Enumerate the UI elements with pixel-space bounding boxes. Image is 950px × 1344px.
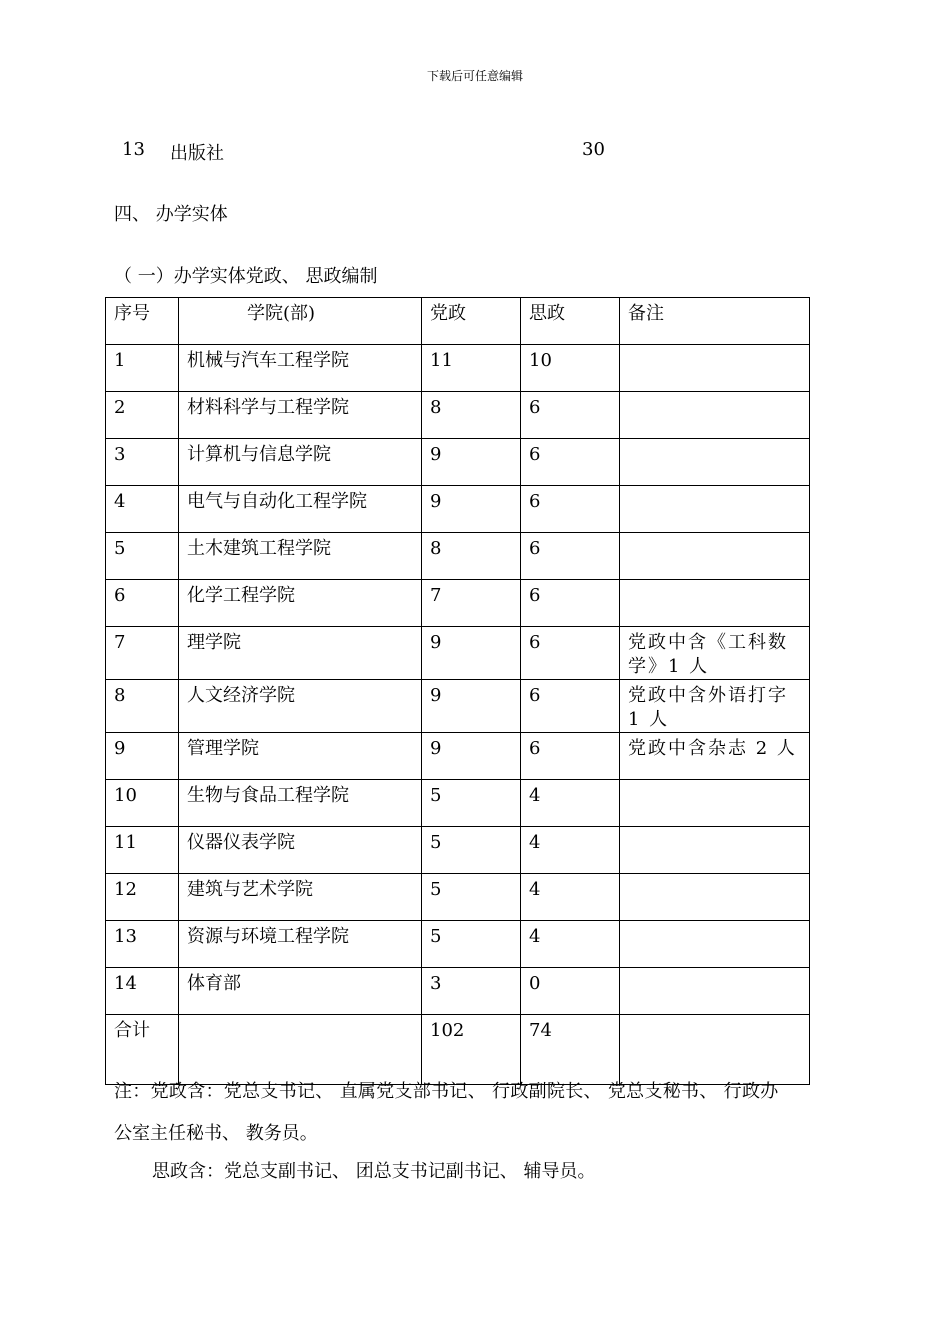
header-ideology: 思政 [521,298,620,345]
table-row [106,874,810,921]
cell-party: 8 [422,533,521,580]
cell-college: 材料科学与工程学院 [179,392,422,439]
cell-party: 8 [422,392,521,439]
table-row [106,392,810,439]
cell-number: 3 [106,439,179,486]
cell-number: 6 [106,580,179,627]
cell-number: 2 [106,392,179,439]
cell-remark [620,392,810,439]
cell-remark [620,827,810,874]
cell-ideology: 6 [521,486,620,533]
cell-college: 计算机与信息学院 [179,439,422,486]
cell-remark [620,874,810,921]
table-row [106,921,810,968]
cell-college: 电气与自动化工程学院 [179,486,422,533]
header-no: 序号 [106,298,179,345]
note-line-2: 公室主任秘书、 教务员。 [114,1123,318,1144]
cell-college: 理学院 [179,627,422,680]
cell-number: 4 [106,486,179,533]
table-row [106,680,810,733]
cell-ideology: 6 [521,580,620,627]
cell-number: 13 [106,921,179,968]
table-row [106,968,810,1015]
cell-college: 人文经济学院 [179,680,422,733]
table-row [106,733,810,780]
cell-college: 化学工程学院 [179,580,422,627]
cell-ideology: 4 [521,921,620,968]
cell-ideology: 6 [521,392,620,439]
total-college [179,1015,422,1085]
cell-college: 建筑与艺术学院 [179,874,422,921]
cell-number: 8 [106,680,179,733]
cell-remark [620,533,810,580]
cell-ideology: 4 [521,780,620,827]
cell-number: 14 [106,968,179,1015]
total-party: 102 [422,1015,521,1085]
cell-number: 12 [106,874,179,921]
table-header-row [106,298,810,345]
table-row [106,439,810,486]
cell-college: 体育部 [179,968,422,1015]
cell-remark: 党政中含外语打字 1 人 [620,680,810,733]
cell-ideology: 6 [521,439,620,486]
cell-remark [620,580,810,627]
cell-remark [620,345,810,392]
cell-college: 机械与汽车工程学院 [179,345,422,392]
cell-party: 9 [422,439,521,486]
cell-college: 生物与食品工程学院 [179,780,422,827]
cell-number: 7 [106,627,179,680]
cell-number: 10 [106,780,179,827]
cell-remark: 党政中含《工科数学》1 人 [620,627,810,680]
table-row [106,627,810,680]
cell-ideology: 0 [521,968,620,1015]
cell-party: 7 [422,580,521,627]
cell-college: 资源与环境工程学院 [179,921,422,968]
cell-party: 9 [422,733,521,780]
cell-number: 5 [106,533,179,580]
cell-college: 仪器仪表学院 [179,827,422,874]
table-row [106,827,810,874]
cell-party: 5 [422,827,521,874]
cell-ideology: 4 [521,874,620,921]
header-party: 党政 [422,298,521,345]
cell-remark [620,780,810,827]
table-row [106,486,810,533]
cell-number: 9 [106,733,179,780]
cell-party: 3 [422,968,521,1015]
page-header-note: 下载后可任意编辑 [426,69,523,83]
cell-remark [620,921,810,968]
total-ideology: 74 [521,1015,620,1085]
cell-remark [620,439,810,486]
cell-party: 9 [422,680,521,733]
staffing-table-body [106,298,810,1085]
cell-ideology: 6 [521,680,620,733]
cell-ideology: 6 [521,533,620,580]
table-row [106,580,810,627]
cell-party: 5 [422,780,521,827]
header-college: 学院(部) [179,298,422,345]
cell-number: 1 [106,345,179,392]
cell-number: 11 [106,827,179,874]
carryover-row-value: 30 [582,139,605,160]
subsection-title: （ 一）办学实体党政、 思政编制 [114,266,378,287]
header-remark: 备注 [620,298,810,345]
section-title: 四、 办学实体 [114,204,228,225]
cell-ideology: 6 [521,733,620,780]
cell-college: 土木建筑工程学院 [179,533,422,580]
cell-party: 5 [422,874,521,921]
carryover-row-number: 13 [122,139,145,160]
staffing-table [105,297,810,1085]
total-label: 合计 [106,1015,179,1085]
note-line-3: 思政含：党总支副书记、 团总支书记副书记、 辅导员。 [152,1161,596,1182]
cell-ideology: 6 [521,627,620,680]
cell-remark [620,968,810,1015]
cell-ideology: 4 [521,827,620,874]
note-line-1: 注：党政含：党总支书记、 直属党支部书记、 行政副院长、 党总支秘书、 行政办 [114,1081,779,1102]
table-total-row [106,1015,810,1085]
table-row [106,345,810,392]
cell-party: 5 [422,921,521,968]
cell-party: 11 [422,345,521,392]
cell-party: 9 [422,486,521,533]
total-remark [620,1015,810,1085]
cell-remark [620,486,810,533]
carryover-row-name: 出版社 [170,143,224,164]
cell-college: 管理学院 [179,733,422,780]
table-row [106,533,810,580]
cell-ideology: 10 [521,345,620,392]
table-row [106,780,810,827]
cell-party: 9 [422,627,521,680]
cell-remark: 党政中含杂志 2 人 [620,733,810,780]
